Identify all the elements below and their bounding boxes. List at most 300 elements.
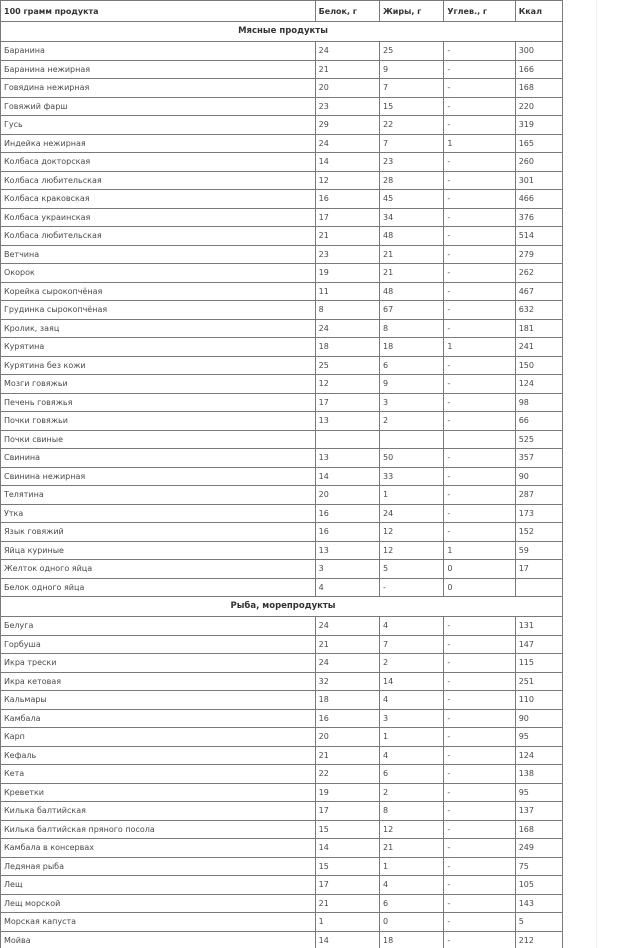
cell-protein: 17 (315, 876, 379, 895)
cell-product: Гусь (1, 116, 316, 135)
cell-fat: 24 (380, 504, 444, 523)
table-row (1, 560, 563, 579)
cell-kcal: 110 (515, 691, 562, 710)
cell-product: Кета (1, 765, 316, 784)
table-row (1, 393, 563, 412)
cell-fat: 23 (380, 153, 444, 172)
cell-kcal: 467 (515, 282, 562, 301)
cell-product: Индейка нежирная (1, 134, 316, 153)
cell-protein: 4 (315, 578, 379, 597)
cell-fat: 45 (380, 190, 444, 209)
cell-kcal: 319 (515, 116, 562, 135)
table-row (1, 79, 563, 98)
cell-fat: 6 (380, 356, 444, 375)
cell-kcal: 181 (515, 319, 562, 338)
cell-product: Килька балтийская (1, 802, 316, 821)
section-header-row (1, 22, 563, 42)
cell-kcal: 137 (515, 802, 562, 821)
cell-carbs: - (444, 876, 515, 895)
cell-fat: 22 (380, 116, 444, 135)
table-row (1, 709, 563, 728)
cell-kcal: 124 (515, 746, 562, 765)
cell-fat: 28 (380, 171, 444, 190)
table-row (1, 578, 563, 597)
cell-fat: 1 (380, 486, 444, 505)
cell-kcal: 124 (515, 375, 562, 394)
cell-product: Лещ морской (1, 894, 316, 913)
cell-carbs: - (444, 208, 515, 227)
cell-protein: 16 (315, 709, 379, 728)
cell-carbs: - (444, 504, 515, 523)
cell-protein: 24 (315, 654, 379, 673)
cell-kcal: 165 (515, 134, 562, 153)
table-row (1, 876, 563, 895)
cell-carbs: - (444, 802, 515, 821)
table-row (1, 190, 563, 209)
table-row (1, 153, 563, 172)
cell-protein: 16 (315, 190, 379, 209)
cell-kcal: 17 (515, 560, 562, 579)
cell-carbs: - (444, 375, 515, 394)
table-row (1, 672, 563, 691)
cell-kcal: 90 (515, 467, 562, 486)
cell-fat: - (380, 578, 444, 597)
cell-carbs: 1 (444, 134, 515, 153)
cell-protein: 17 (315, 208, 379, 227)
cell-carbs: - (444, 765, 515, 784)
cell-carbs: - (444, 672, 515, 691)
cell-carbs: - (444, 153, 515, 172)
cell-carbs: - (444, 97, 515, 116)
table-row (1, 839, 563, 858)
cell-product: Белуга (1, 617, 316, 636)
cell-carbs: - (444, 467, 515, 486)
cell-product: Морская капуста (1, 913, 316, 932)
cell-carbs: - (444, 523, 515, 542)
cell-kcal: 59 (515, 541, 562, 560)
table-row (1, 857, 563, 876)
cell-kcal: 138 (515, 765, 562, 784)
page-divider (596, 0, 597, 948)
cell-kcal: 514 (515, 227, 562, 246)
cell-product: Курятина без кожи (1, 356, 316, 375)
table-row (1, 635, 563, 654)
table-body (1, 22, 563, 948)
cell-carbs: - (444, 227, 515, 246)
cell-kcal: 357 (515, 449, 562, 468)
table-row (1, 171, 563, 190)
cell-carbs: - (444, 79, 515, 98)
cell-carbs: - (444, 42, 515, 61)
cell-carbs: - (444, 116, 515, 135)
cell-product: Свинина нежирная (1, 467, 316, 486)
cell-product: Колбаса украинская (1, 208, 316, 227)
cell-protein: 14 (315, 931, 379, 948)
cell-product: Колбаса любительская (1, 171, 316, 190)
cell-carbs: - (444, 449, 515, 468)
header-fat: Жиры, г (380, 1, 444, 22)
cell-product: Горбуша (1, 635, 316, 654)
table-row (1, 227, 563, 246)
cell-protein: 14 (315, 467, 379, 486)
cell-fat: 12 (380, 523, 444, 542)
cell-protein: 22 (315, 765, 379, 784)
cell-protein: 14 (315, 839, 379, 858)
cell-product: Грудинка сырокопчёная (1, 301, 316, 320)
cell-fat: 14 (380, 672, 444, 691)
cell-kcal: 147 (515, 635, 562, 654)
cell-carbs: - (444, 264, 515, 283)
cell-protein: 21 (315, 746, 379, 765)
table-row (1, 894, 563, 913)
cell-product: Белок одного яйца (1, 578, 316, 597)
section-title: Рыба, морепродукты (1, 597, 563, 617)
cell-product: Кефаль (1, 746, 316, 765)
cell-kcal: 5 (515, 913, 562, 932)
cell-product: Икра кетовая (1, 672, 316, 691)
table-row (1, 931, 563, 948)
cell-carbs: - (444, 60, 515, 79)
cell-fat: 8 (380, 802, 444, 821)
table-row (1, 728, 563, 747)
cell-kcal: 75 (515, 857, 562, 876)
cell-fat: 25 (380, 42, 444, 61)
cell-kcal: 168 (515, 79, 562, 98)
table-row (1, 208, 563, 227)
cell-protein: 29 (315, 116, 379, 135)
cell-product: Яйца куриные (1, 541, 316, 560)
cell-kcal: 287 (515, 486, 562, 505)
table-row (1, 783, 563, 802)
cell-product: Килька балтийская пряного посола (1, 820, 316, 839)
cell-protein: 19 (315, 783, 379, 802)
cell-kcal: 152 (515, 523, 562, 542)
cell-kcal: 173 (515, 504, 562, 523)
table-row (1, 523, 563, 542)
cell-fat: 12 (380, 541, 444, 560)
cell-carbs: - (444, 190, 515, 209)
cell-product: Телятина (1, 486, 316, 505)
cell-carbs: - (444, 709, 515, 728)
section-title: Мясные продукты (1, 22, 563, 42)
cell-fat: 3 (380, 709, 444, 728)
cell-fat: 12 (380, 820, 444, 839)
cell-protein: 1 (315, 913, 379, 932)
cell-kcal: 376 (515, 208, 562, 227)
table-row (1, 301, 563, 320)
cell-kcal: 131 (515, 617, 562, 636)
cell-kcal: 251 (515, 672, 562, 691)
cell-protein: 20 (315, 728, 379, 747)
table-row (1, 765, 563, 784)
cell-fat: 0 (380, 913, 444, 932)
cell-product: Утка (1, 504, 316, 523)
cell-product: Говядина нежирная (1, 79, 316, 98)
cell-carbs: - (444, 839, 515, 858)
cell-carbs: - (444, 617, 515, 636)
cell-fat (380, 430, 444, 449)
cell-fat: 48 (380, 227, 444, 246)
cell-carbs: - (444, 913, 515, 932)
table-row (1, 282, 563, 301)
cell-protein: 13 (315, 541, 379, 560)
cell-kcal: 98 (515, 393, 562, 412)
cell-product: Колбаса краковская (1, 190, 316, 209)
cell-fat: 34 (380, 208, 444, 227)
cell-product: Кролик, заяц (1, 319, 316, 338)
cell-carbs: - (444, 654, 515, 673)
cell-product: Карп (1, 728, 316, 747)
cell-protein: 24 (315, 319, 379, 338)
cell-carbs (444, 430, 515, 449)
cell-carbs: - (444, 746, 515, 765)
cell-protein: 21 (315, 60, 379, 79)
cell-kcal: 301 (515, 171, 562, 190)
cell-kcal: 166 (515, 60, 562, 79)
cell-protein: 24 (315, 42, 379, 61)
cell-protein: 24 (315, 617, 379, 636)
cell-protein: 18 (315, 691, 379, 710)
cell-fat: 2 (380, 783, 444, 802)
cell-product: Язык говяжий (1, 523, 316, 542)
cell-product: Свинина (1, 449, 316, 468)
cell-protein (315, 430, 379, 449)
table-row (1, 338, 563, 357)
cell-protein: 8 (315, 301, 379, 320)
table-row (1, 97, 563, 116)
table-row (1, 504, 563, 523)
cell-product: Ледяная рыба (1, 857, 316, 876)
header-carbs: Углев., г (444, 1, 515, 22)
cell-protein: 16 (315, 523, 379, 542)
cell-product: Колбаса любительская (1, 227, 316, 246)
cell-carbs: - (444, 728, 515, 747)
cell-product: Курятина (1, 338, 316, 357)
cell-fat: 50 (380, 449, 444, 468)
cell-protein: 21 (315, 227, 379, 246)
cell-kcal: 150 (515, 356, 562, 375)
cell-kcal: 300 (515, 42, 562, 61)
cell-kcal (515, 578, 562, 597)
table-row (1, 617, 563, 636)
cell-carbs: 1 (444, 338, 515, 357)
cell-product: Окорок (1, 264, 316, 283)
cell-protein: 17 (315, 802, 379, 821)
cell-protein: 15 (315, 857, 379, 876)
cell-product: Почки говяжьи (1, 412, 316, 431)
cell-kcal: 525 (515, 430, 562, 449)
cell-carbs: - (444, 245, 515, 264)
cell-product: Кальмары (1, 691, 316, 710)
cell-fat: 6 (380, 894, 444, 913)
cell-kcal: 632 (515, 301, 562, 320)
cell-protein: 21 (315, 894, 379, 913)
cell-fat: 48 (380, 282, 444, 301)
cell-protein: 13 (315, 412, 379, 431)
cell-fat: 18 (380, 931, 444, 948)
cell-fat: 4 (380, 617, 444, 636)
cell-carbs: - (444, 319, 515, 338)
cell-carbs: - (444, 412, 515, 431)
cell-protein: 20 (315, 486, 379, 505)
table-row (1, 802, 563, 821)
cell-product: Мойва (1, 931, 316, 948)
header-product: 100 грамм продукта (1, 1, 316, 22)
cell-protein: 18 (315, 338, 379, 357)
cell-fat: 8 (380, 319, 444, 338)
cell-product: Мозги говяжьи (1, 375, 316, 394)
cell-kcal: 168 (515, 820, 562, 839)
table-row (1, 654, 563, 673)
cell-carbs: - (444, 282, 515, 301)
table-row (1, 820, 563, 839)
cell-fat: 7 (380, 79, 444, 98)
table-row (1, 116, 563, 135)
cell-protein: 23 (315, 97, 379, 116)
cell-product: Креветки (1, 783, 316, 802)
cell-product: Почки свиные (1, 430, 316, 449)
cell-kcal: 95 (515, 728, 562, 747)
cell-kcal: 90 (515, 709, 562, 728)
table-row (1, 541, 563, 560)
cell-carbs: - (444, 820, 515, 839)
cell-fat: 15 (380, 97, 444, 116)
cell-protein: 3 (315, 560, 379, 579)
cell-carbs: - (444, 486, 515, 505)
cell-kcal: 212 (515, 931, 562, 948)
table-row (1, 134, 563, 153)
cell-product: Печень говяжья (1, 393, 316, 412)
cell-protein: 15 (315, 820, 379, 839)
cell-fat: 33 (380, 467, 444, 486)
cell-kcal: 262 (515, 264, 562, 283)
table-row (1, 691, 563, 710)
cell-protein: 20 (315, 79, 379, 98)
cell-fat: 9 (380, 375, 444, 394)
cell-carbs: - (444, 301, 515, 320)
cell-carbs: - (444, 931, 515, 948)
table-row (1, 412, 563, 431)
table-row (1, 245, 563, 264)
cell-kcal: 105 (515, 876, 562, 895)
cell-protein: 16 (315, 504, 379, 523)
header-protein: Белок, г (315, 1, 379, 22)
cell-product: Икра трески (1, 654, 316, 673)
cell-kcal: 260 (515, 153, 562, 172)
cell-kcal: 95 (515, 783, 562, 802)
cell-product: Камбала в консервах (1, 839, 316, 858)
cell-protein: 32 (315, 672, 379, 691)
cell-protein: 24 (315, 134, 379, 153)
cell-fat: 4 (380, 746, 444, 765)
cell-fat: 21 (380, 264, 444, 283)
cell-protein: 21 (315, 635, 379, 654)
cell-fat: 5 (380, 560, 444, 579)
cell-fat: 9 (380, 60, 444, 79)
cell-product: Желток одного яйца (1, 560, 316, 579)
cell-protein: 17 (315, 393, 379, 412)
table-row (1, 746, 563, 765)
cell-fat: 4 (380, 691, 444, 710)
cell-fat: 6 (380, 765, 444, 784)
cell-protein: 25 (315, 356, 379, 375)
cell-kcal: 241 (515, 338, 562, 357)
cell-product: Лещ (1, 876, 316, 895)
cell-product: Ветчина (1, 245, 316, 264)
table-row (1, 264, 563, 283)
table-row (1, 356, 563, 375)
cell-carbs: - (444, 691, 515, 710)
header-kcal: Ккал (515, 1, 562, 22)
cell-product: Колбаса докторская (1, 153, 316, 172)
cell-fat: 2 (380, 412, 444, 431)
cell-fat: 4 (380, 876, 444, 895)
cell-protein: 11 (315, 282, 379, 301)
cell-fat: 7 (380, 635, 444, 654)
cell-carbs: 0 (444, 560, 515, 579)
cell-fat: 2 (380, 654, 444, 673)
cell-kcal: 143 (515, 894, 562, 913)
table-row (1, 42, 563, 61)
cell-carbs: 1 (444, 541, 515, 560)
cell-fat: 18 (380, 338, 444, 357)
cell-carbs: - (444, 783, 515, 802)
table-row (1, 319, 563, 338)
table-row (1, 913, 563, 932)
cell-protein: 19 (315, 264, 379, 283)
cell-product: Говяжий фарш (1, 97, 316, 116)
cell-fat: 1 (380, 857, 444, 876)
table-row (1, 60, 563, 79)
table-header-row (1, 1, 563, 22)
cell-product: Баранина (1, 42, 316, 61)
cell-fat: 1 (380, 728, 444, 747)
cell-product: Баранина нежирная (1, 60, 316, 79)
section-header-row (1, 597, 563, 617)
cell-carbs: - (444, 171, 515, 190)
cell-protein: 23 (315, 245, 379, 264)
cell-kcal: 115 (515, 654, 562, 673)
table-row (1, 486, 563, 505)
table-row (1, 467, 563, 486)
cell-kcal: 220 (515, 97, 562, 116)
cell-carbs: - (444, 393, 515, 412)
table-row (1, 449, 563, 468)
cell-kcal: 249 (515, 839, 562, 858)
cell-fat: 21 (380, 839, 444, 858)
cell-protein: 12 (315, 375, 379, 394)
cell-fat: 21 (380, 245, 444, 264)
cell-protein: 12 (315, 171, 379, 190)
cell-carbs: 0 (444, 578, 515, 597)
cell-kcal: 66 (515, 412, 562, 431)
cell-carbs: - (444, 356, 515, 375)
cell-product: Камбала (1, 709, 316, 728)
cell-product: Корейка сырокопчёная (1, 282, 316, 301)
cell-carbs: - (444, 857, 515, 876)
cell-carbs: - (444, 635, 515, 654)
cell-kcal: 466 (515, 190, 562, 209)
table-row (1, 430, 563, 449)
table-row (1, 375, 563, 394)
cell-fat: 3 (380, 393, 444, 412)
cell-protein: 13 (315, 449, 379, 468)
cell-kcal: 279 (515, 245, 562, 264)
cell-carbs: - (444, 894, 515, 913)
cell-fat: 7 (380, 134, 444, 153)
cell-fat: 67 (380, 301, 444, 320)
cell-protein: 14 (315, 153, 379, 172)
